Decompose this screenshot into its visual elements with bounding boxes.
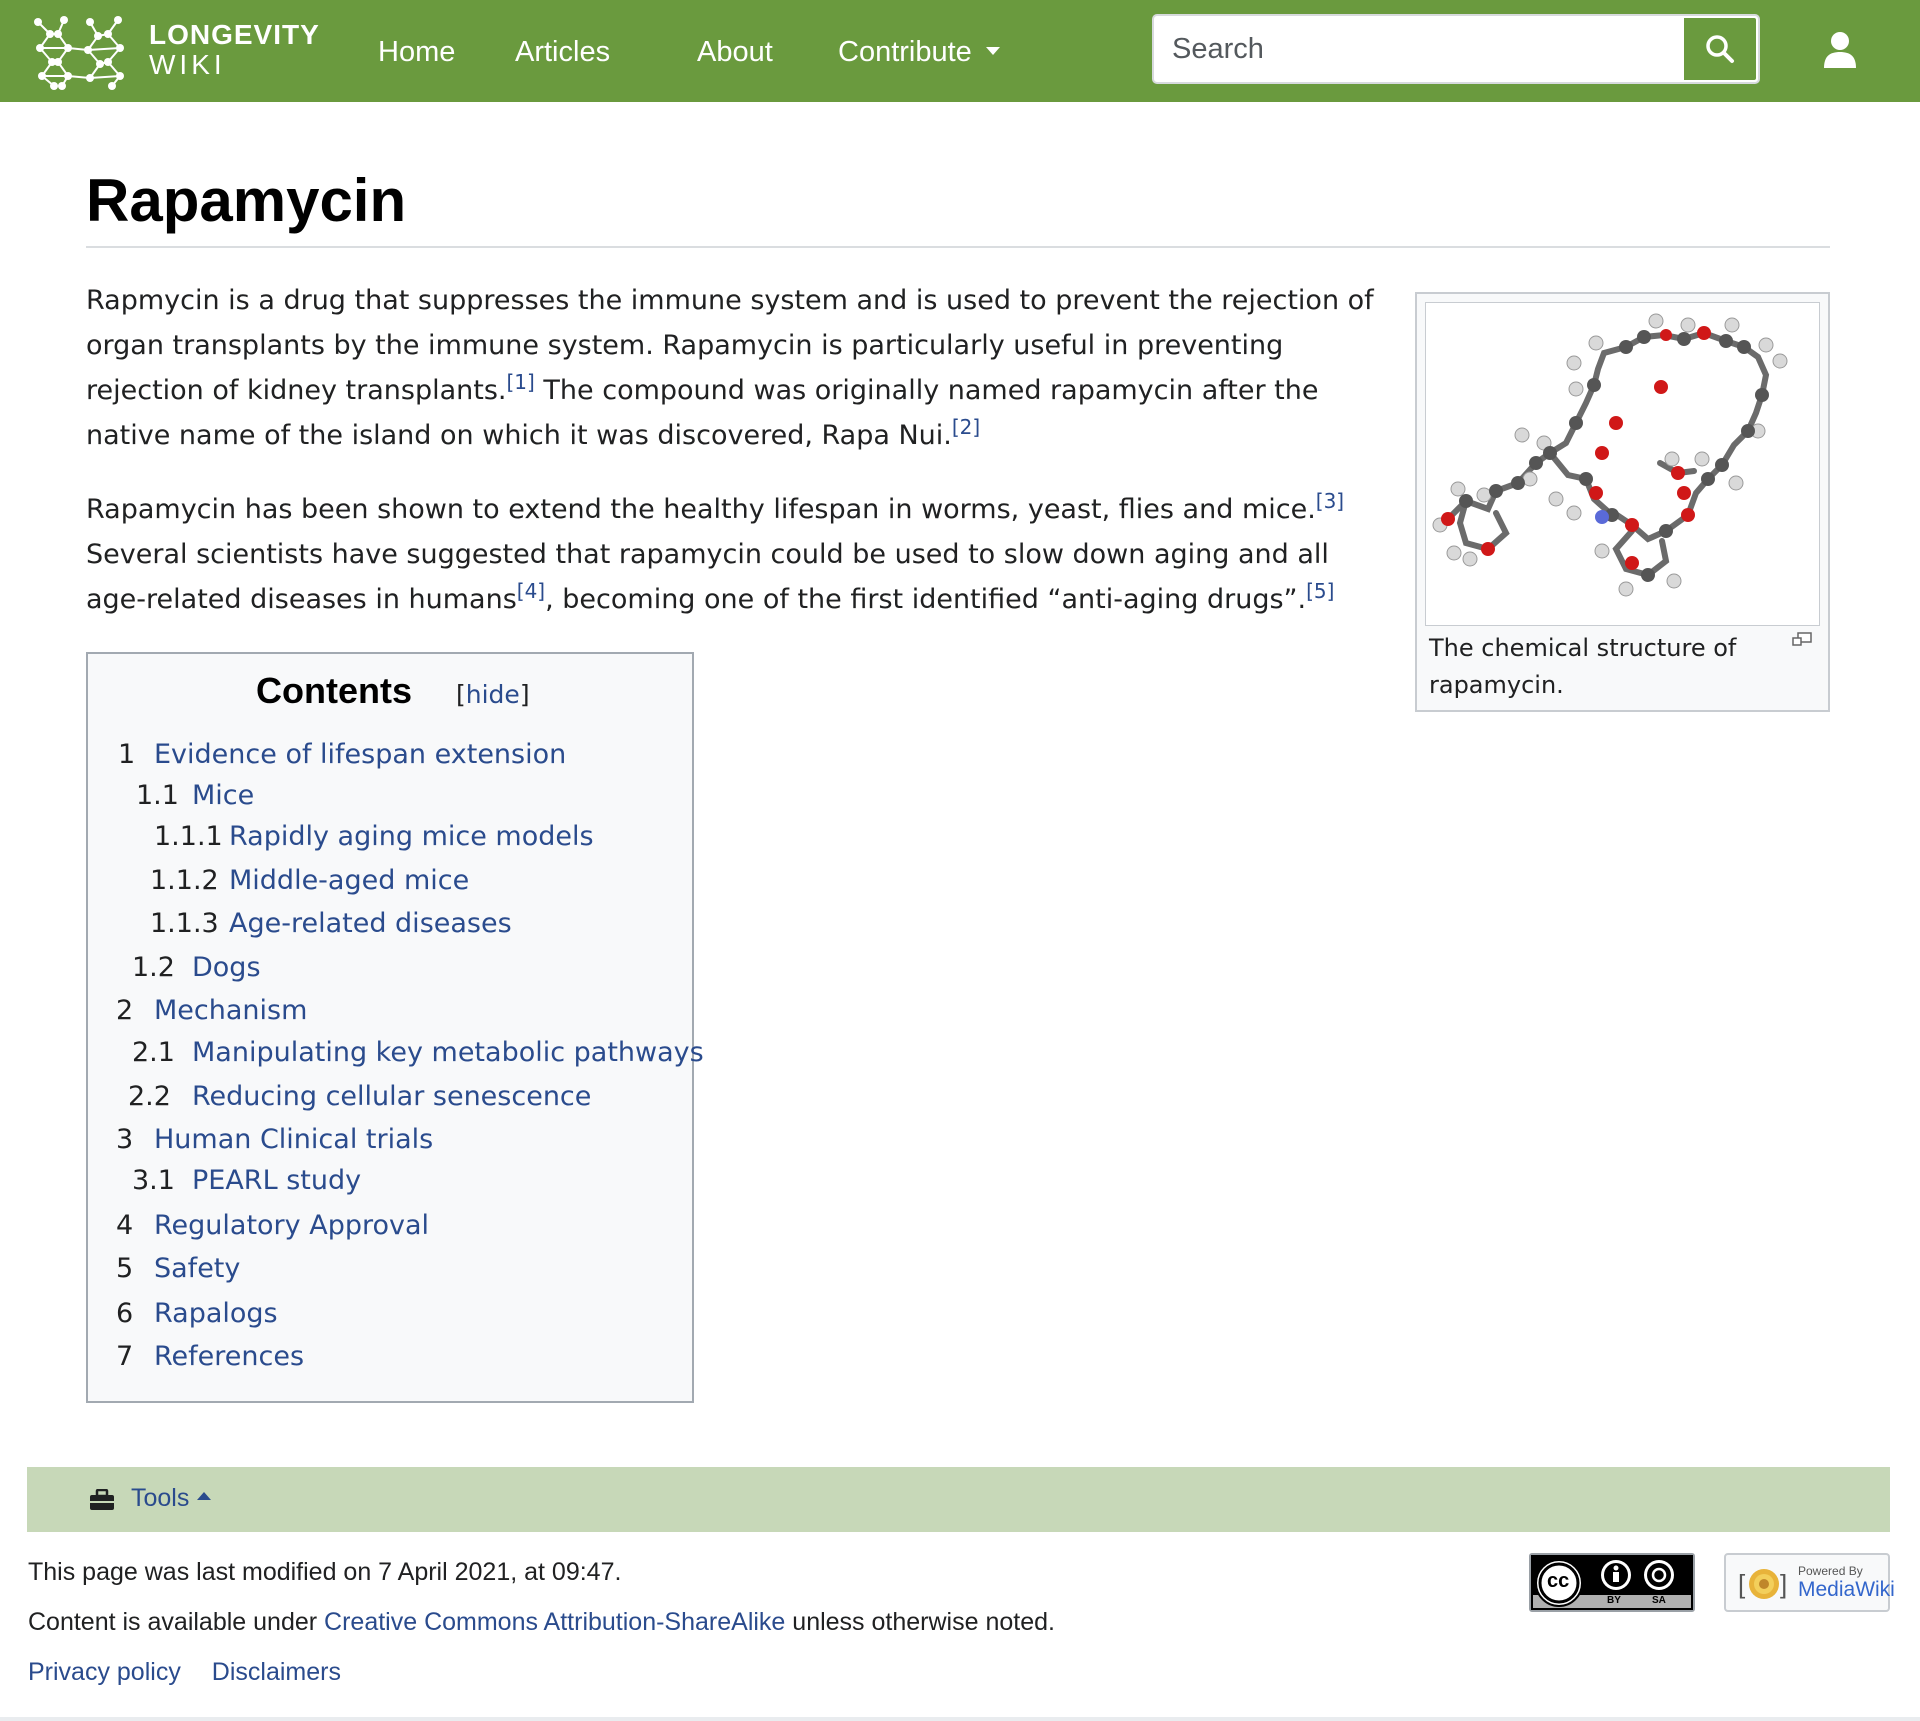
dna-network-icon[interactable] (28, 14, 130, 90)
toc-hide-link[interactable]: hide (465, 680, 520, 709)
table-of-contents (86, 652, 704, 1403)
toc-number: 7 (116, 1341, 134, 1372)
toc-link[interactable]: Evidence of lifespan extension (154, 739, 567, 770)
reference-link-1[interactable]: [1] (506, 370, 535, 394)
disclaimers-link[interactable]: Disclaimers (211, 1658, 341, 1686)
cc-logo-text: cc (1547, 1570, 1570, 1592)
logo-line-2: WIKI (149, 49, 226, 80)
powered-by-label: Powered By (1798, 1564, 1863, 1578)
toc-number: 6 (116, 1298, 134, 1329)
toc-link[interactable]: Safety (154, 1253, 241, 1284)
toc-number: 2.1 (132, 1037, 175, 1068)
toc-item[interactable] (150, 864, 469, 898)
user-icon[interactable] (1822, 30, 1858, 70)
search-input[interactable] (1172, 16, 1672, 82)
toc-link[interactable]: Dogs (192, 952, 261, 983)
toc-number: 4 (116, 1210, 134, 1241)
toc-number: 1.1.1 (154, 821, 223, 852)
toolbox-icon (89, 1489, 115, 1511)
nav-contribute-label: Contribute (838, 36, 972, 68)
reference-link-3[interactable]: [3] (1315, 489, 1345, 513)
reference-link-4[interactable]: [4] (516, 579, 546, 603)
toc-item[interactable] (154, 820, 594, 854)
toc-number: 5 (116, 1253, 134, 1284)
thumbnail-caption: The chemical structure of rapamycin. (1429, 634, 1737, 699)
toc-number: 2 (116, 995, 134, 1026)
footer-links (28, 1658, 341, 1687)
license-prefix: Content is available under (28, 1608, 325, 1636)
toc-item[interactable] (116, 1123, 433, 1157)
toc-link[interactable]: References (154, 1341, 305, 1372)
toc-link[interactable]: Rapalogs (154, 1298, 278, 1329)
intro-p1-text-a: Rapmycin is a drug that suppresses the immune system and is used to prevent the rejection of organ transplants by the immune system. Rapamycin is particularly useful in preventing rejection of kidney transplants. (86, 285, 1374, 406)
license-link[interactable]: Creative Commons Attribution-ShareAlike (324, 1608, 786, 1636)
mediawiki-label: MediaWiki (1798, 1578, 1895, 1601)
toc-item[interactable] (150, 907, 512, 941)
page-title: Rapamycin (86, 167, 407, 234)
toc-item[interactable] (116, 1297, 278, 1331)
toc-number: 1.1.3 (150, 908, 219, 939)
chevron-down-icon (986, 47, 1000, 55)
toc-link[interactable]: Middle-aged mice (229, 865, 470, 896)
toc-toggle-close-bracket: ] (519, 680, 530, 709)
toc-item[interactable] (116, 1340, 304, 1374)
intro-paragraph-1 (86, 278, 1376, 458)
cc-by-label: BY (1607, 1595, 1621, 1606)
svg-text:]: ] (1780, 1569, 1788, 1599)
reference-link-2[interactable]: [2] (951, 415, 981, 439)
toc-number: 1.1.2 (150, 865, 219, 896)
reference-link-5[interactable]: [5] (1306, 579, 1335, 603)
toc-number: 3.1 (132, 1165, 175, 1196)
toc-link[interactable]: Reducing cellular senescence (192, 1081, 592, 1112)
cc-sa-label: SA (1652, 1595, 1666, 1606)
last-modified-text: This page was last modified on 7 April 2021, at 09:47. (28, 1558, 622, 1586)
top-navbar (0, 0, 1920, 102)
license-text (28, 1608, 1055, 1637)
toc-link[interactable]: Age-related diseases (229, 908, 512, 939)
title-divider (86, 246, 1830, 248)
powered-by-mediawiki-badge[interactable] (1724, 1553, 1895, 1612)
chevron-up-icon (197, 1492, 211, 1500)
toc-toggle-open-bracket: [ (456, 680, 466, 709)
nav-home-link[interactable]: Home (378, 36, 456, 68)
toc-number: 1.2 (132, 952, 175, 983)
toc-link[interactable]: Regulatory Approval (154, 1210, 430, 1241)
toc-item[interactable] (118, 738, 566, 772)
cc-by-sa-badge[interactable] (1529, 1553, 1695, 1612)
license-suffix: unless otherwise noted. (785, 1608, 1055, 1636)
toc-number: 3 (116, 1124, 134, 1155)
toc-item[interactable] (132, 1036, 704, 1070)
toc-title: Contents (256, 670, 412, 711)
tools-label: Tools (131, 1484, 190, 1512)
search-icon (1704, 33, 1736, 65)
privacy-policy-link[interactable]: Privacy policy (28, 1658, 181, 1686)
intro-p2-text-a: Rapamycin has been shown to extend the healthy lifespan in worms, yeast, flies and mice. (86, 494, 1316, 525)
logo-line-1: LONGEVITY (149, 19, 320, 50)
tools-bar (27, 1467, 1890, 1532)
tools-menu-toggle[interactable] (131, 1484, 211, 1513)
toc-item[interactable] (136, 779, 254, 813)
toc-link[interactable]: PEARL study (192, 1165, 362, 1196)
toc-link[interactable]: Human Clinical trials (154, 1124, 434, 1155)
rapamycin-molecule-image[interactable] (1425, 302, 1820, 626)
toc-number: 1 (118, 739, 136, 770)
toc-item[interactable] (128, 1080, 591, 1114)
toc-item[interactable] (116, 994, 307, 1028)
toc-link[interactable]: Mice (192, 780, 255, 811)
nav-articles-link[interactable]: Articles (515, 36, 611, 68)
toc-item[interactable] (116, 1209, 429, 1243)
toc-item[interactable] (116, 1252, 240, 1286)
enlarge-icon[interactable] (1792, 632, 1812, 646)
toc-link[interactable]: Manipulating key metabolic pathways (192, 1037, 704, 1068)
toc-item[interactable] (132, 951, 261, 985)
nav-contribute-dropdown[interactable] (838, 34, 1000, 70)
toc-link[interactable]: Mechanism (154, 995, 308, 1026)
mediawiki-text (1798, 1565, 1895, 1600)
toc-item[interactable] (132, 1164, 361, 1198)
svg-text:[: [ (1738, 1569, 1746, 1599)
toc-link[interactable]: Rapidly aging mice models (229, 821, 594, 852)
toc-toggle (456, 680, 530, 709)
page-bottom-border (0, 1717, 1920, 1721)
toc-number: 1.1 (136, 780, 179, 811)
image-thumbnail (1415, 292, 1830, 712)
intro-p1-text-b: The compound was originally named rapamycin after the native name of the island on which it was discovered, Rapa Nui. (86, 375, 1319, 451)
intro-paragraph-2 (86, 487, 1376, 622)
search-button[interactable] (1682, 16, 1758, 82)
search-form (1152, 14, 1760, 84)
site-logo-text[interactable] (149, 20, 320, 80)
mediawiki-flower-icon (1736, 1563, 1792, 1605)
intro-p2-text-c: , becoming one of the first identified “anti-aging drugs”. (545, 584, 1307, 615)
toc-number: 2.2 (128, 1081, 171, 1112)
nav-about-link[interactable]: About (697, 36, 773, 68)
intro-p2-text-b: Several scientists have suggested that rapamycin could be used to slow down aging and all age-related diseases in humans (86, 539, 1329, 615)
